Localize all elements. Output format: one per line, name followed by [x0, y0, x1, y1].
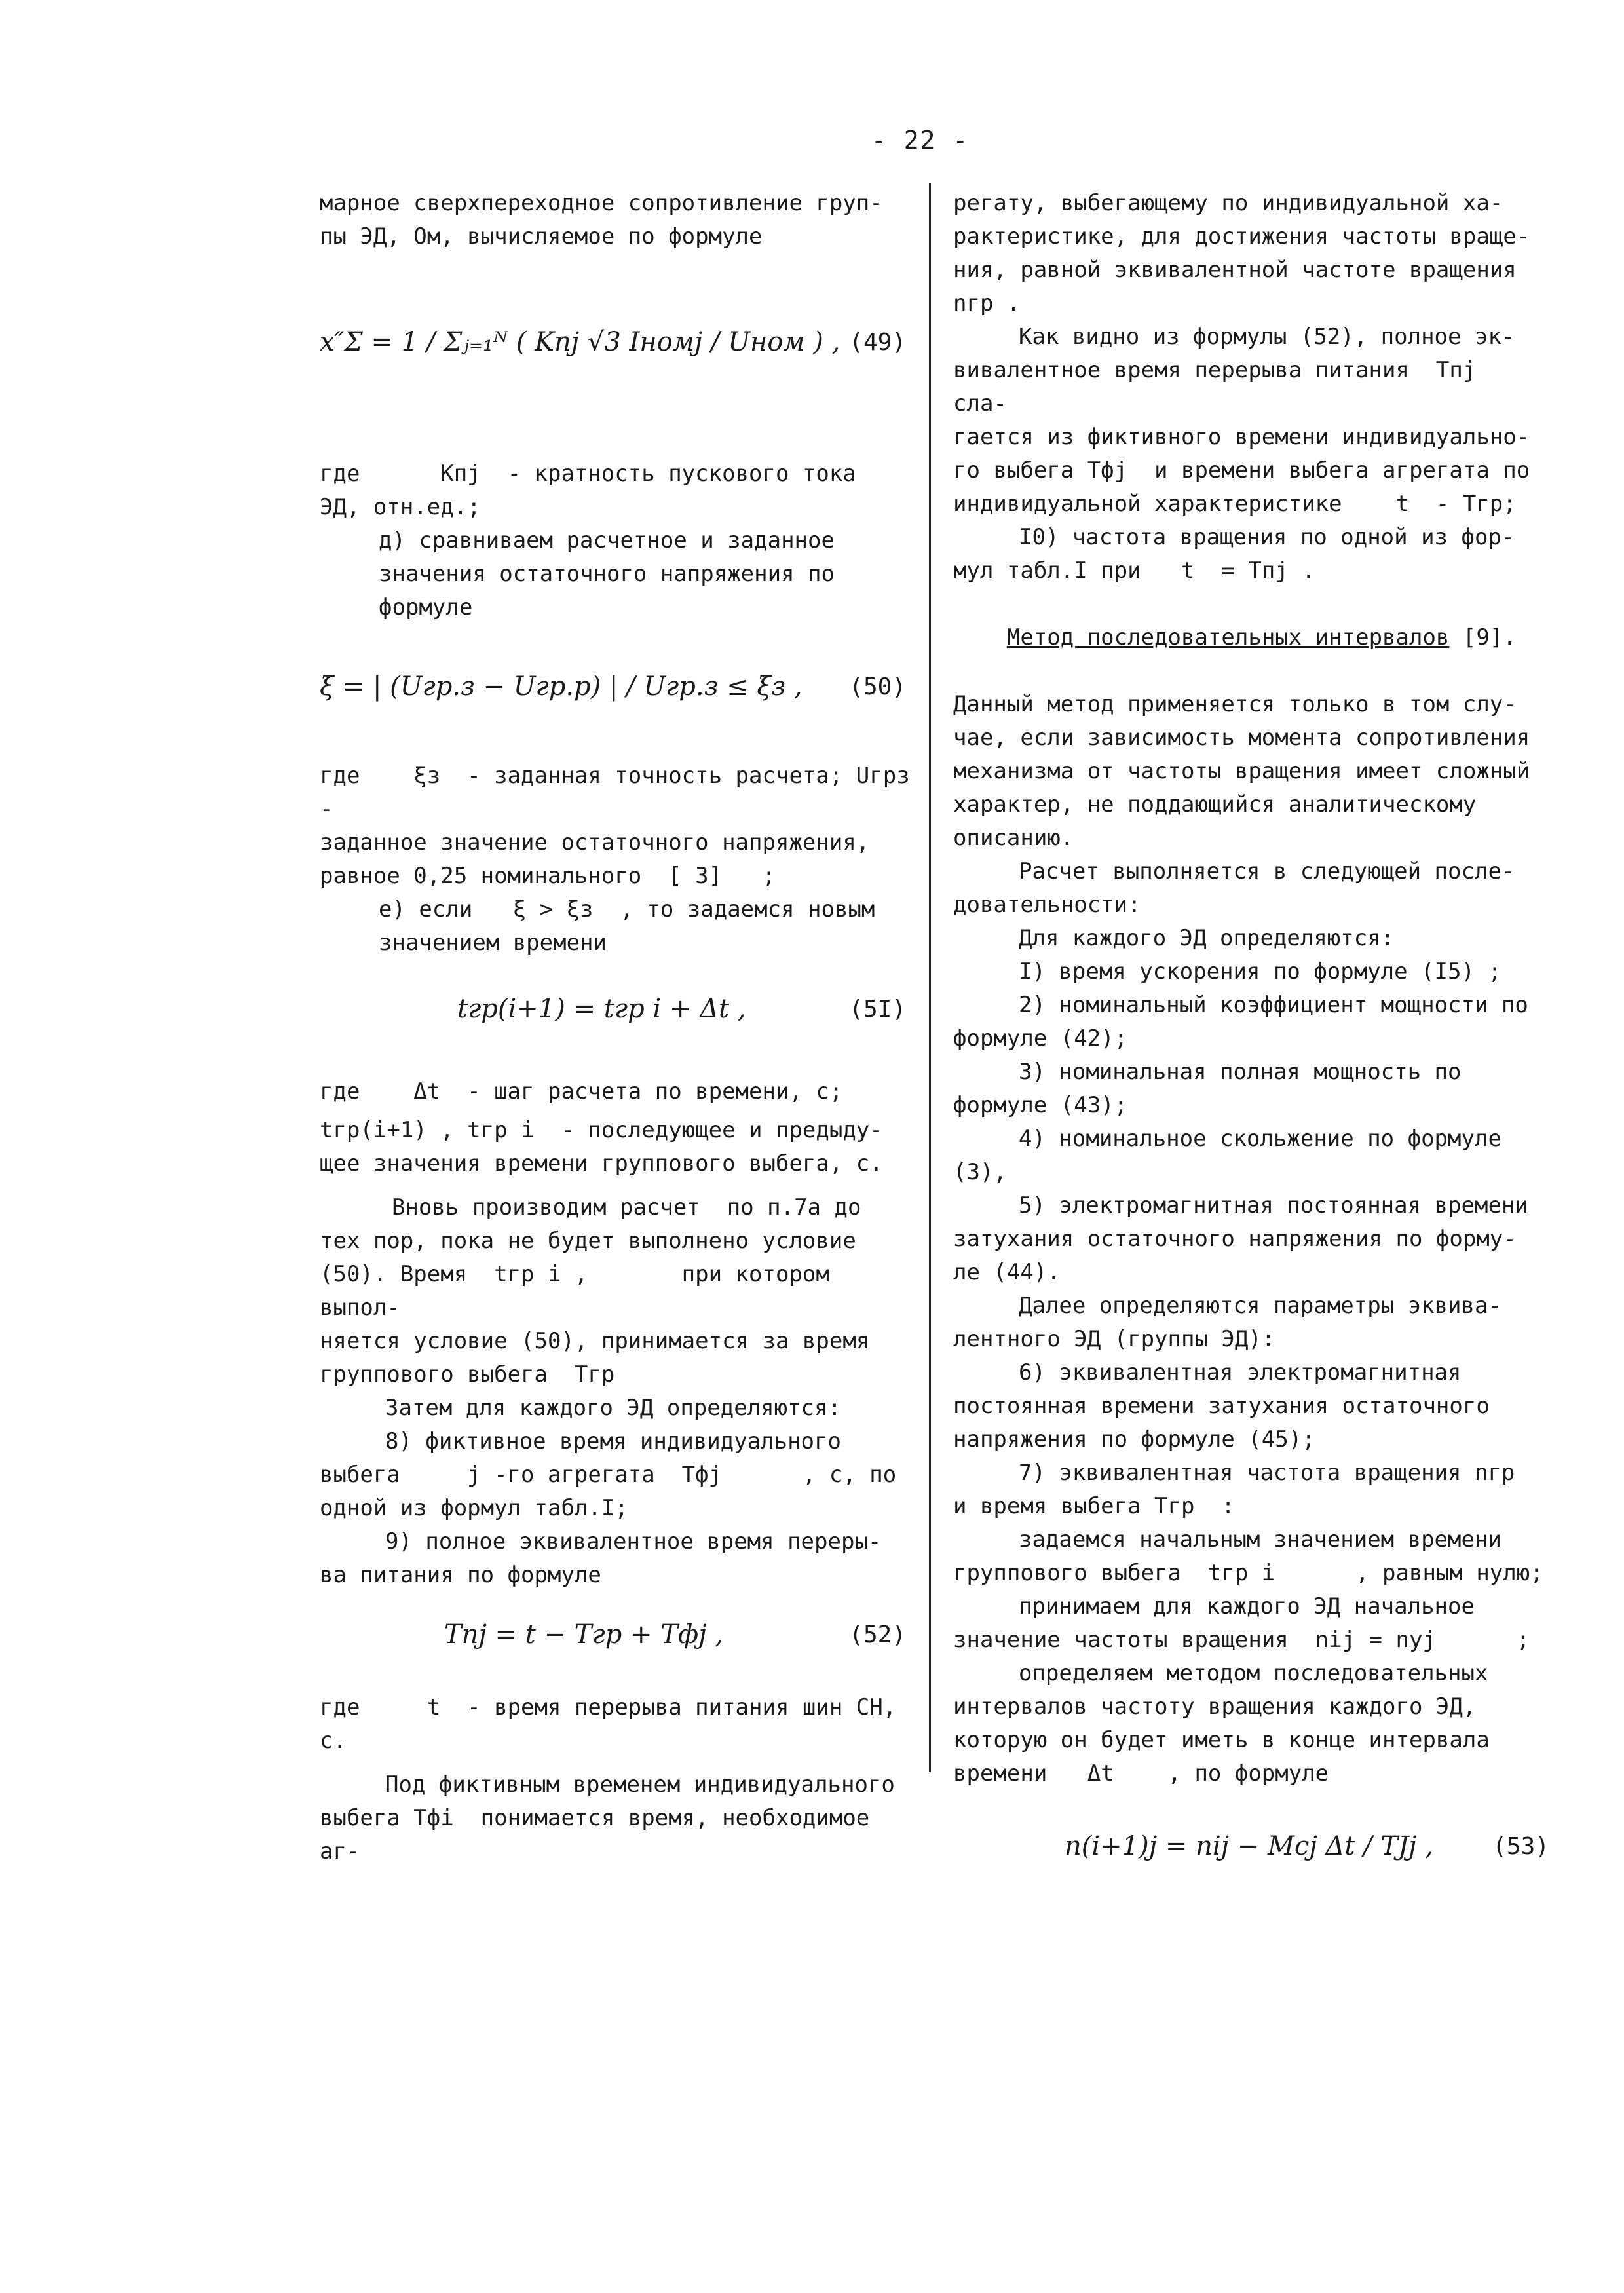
paragraph: Вновь производим расчет по п.7а до тех пор, пока не будет выполнено условие (50). Время tгр i , при котором выпол- няется условие (50), принимается за время группового выбега Tгр: [320, 1194, 870, 1388]
list-item: 5) электромагнитная постоянная времени затухания остаточного напряжения по форму- ле (44).: [953, 1192, 1528, 1285]
paragraph: где Kпj - кратность пускового тока ЭД, отн.ед.;: [320, 461, 856, 520]
paragraph: Расчет выполняется в следующей после- довательности:: [953, 858, 1515, 918]
list-item: 3) номинальная полная мощность по формуле (43);: [953, 1059, 1462, 1118]
formula-expression: ξ = | (Uгр.з − Uгр.р) | / Uгр.з ≤ ξз ,: [320, 672, 803, 702]
list-item: 4) номинальное скольжение по формуле (3),: [953, 1126, 1501, 1185]
paragraph: Под фиктивным временем индивидуального выбега Tфi понимается время, необходимое аг-: [320, 1772, 895, 1865]
paragraph: Для каждого ЭД определяются:: [1019, 925, 1395, 951]
paragraph: задаемся начальным значением времени группового выбега tгр i , равным нулю;: [953, 1526, 1543, 1586]
formula-expression: n(i+1)j = nij − Mcj Δt / TJj ,: [1065, 1831, 1433, 1861]
paragraph: где t - время перерыва питания шин СН, с.: [320, 1694, 910, 1754]
list-item: I) время ускорения по формуле (I5) ;: [1019, 958, 1501, 985]
reference: [9].: [1449, 624, 1517, 651]
method-heading: Метод последовательных интервалов: [1006, 624, 1450, 651]
formula-50: [320, 670, 913, 702]
formula-expression: tгр(i+1) = tгр i + Δt ,: [457, 994, 746, 1024]
page-number: - 22 -: [871, 126, 970, 155]
paragraph: определяем методом последовательных интервалов частоту вращения каждого ЭД, которую он будет иметь в конце интервала времени Δt , по формуле: [953, 1660, 1490, 1787]
formula-number: (50): [849, 673, 906, 700]
paragraph: tгр(i+1) , tгр i - последующее и предыду- щее значения времени группового выбега, с.: [320, 1117, 883, 1177]
formula-expression: Tпj = t − Tгр + Tфj ,: [444, 1620, 724, 1650]
right-column: [953, 187, 1556, 1861]
paragraph: марное сверхпереходное сопротивление груп- пы ЭД, Ом, вычисляемое по формуле: [320, 190, 883, 250]
formula-number: (52): [849, 1621, 906, 1648]
paragraph: регату, выбегающему по индивидуальной ха- рактеристике, для достижения частоты враще- ния, равной эквивалентной частоте вращения nгр .: [953, 190, 1530, 316]
list-item: 2) номинальный коэффициент мощности по формуле (42);: [953, 992, 1528, 1052]
paragraph: е) если ξ > ξз , то задаемся новым значением времени: [379, 896, 875, 956]
left-column: [320, 187, 913, 1868]
paragraph: где Δt - шаг расчета по времени, с;: [320, 1078, 843, 1105]
formula-number: (49): [849, 329, 906, 356]
paragraph: Данный метод применяется только в том слу- чае, если зависимость момента сопротивления механизма от частоты вращения имеет сложный характер, не поддающийся аналитическому описанию.: [953, 691, 1530, 851]
paragraph: Как видно из формулы (52), полное эк- вивалентное время перерыва питания Tпj сла- гается из фиктивного времени индивидуально- го выбега Tфj и времени выбега агрегата по индивидуальной характеристике t - Tгр;: [953, 324, 1530, 517]
column-divider: [929, 183, 931, 1772]
formula-number: (5I): [849, 996, 906, 1023]
paragraph: 8) фиктивное время индивидуального выбега j -го агрегата Tфj , с, по одной из формул табл.I;: [320, 1428, 897, 1521]
formula-number: (53): [1492, 1833, 1549, 1860]
paragraph: д) сравниваем расчетное и заданное значения остаточного напряжения по формуле: [379, 527, 835, 620]
formula-52: [320, 1618, 913, 1650]
paragraph: Далее определяются параметры эквива- лентного ЭД (группы ЭД):: [953, 1293, 1501, 1352]
list-item: 7) эквивалентная частота вращения nгр и время выбега Tгр :: [953, 1460, 1515, 1519]
paragraph: где ξз - заданная точность расчета; Uгрз - заданное значение остаточного напряжения, равное 0,25 номинального [ 3] ;: [320, 763, 910, 889]
list-item: 6) эквивалентная электромагнитная постоянная времени затухания остаточного напряжения по формуле (45);: [953, 1359, 1490, 1452]
paragraph: принимаем для каждого ЭД начальное значение частоты вращения nij = nуj ;: [953, 1593, 1530, 1653]
paragraph: I0) частота вращения по одной из фор- мул табл.I при t = Tпj .: [953, 524, 1515, 584]
paragraph: Затем для каждого ЭД определяются:: [385, 1395, 841, 1421]
formula-expression: x″Σ = 1 / Σⱼ₌₁ᴺ ( Kпj √3 Iномj / Uном ) ,: [320, 327, 840, 357]
paragraph: 9) полное эквивалентное время переры- ва питания по формуле: [320, 1528, 882, 1588]
paragraph: [953, 588, 1556, 688]
